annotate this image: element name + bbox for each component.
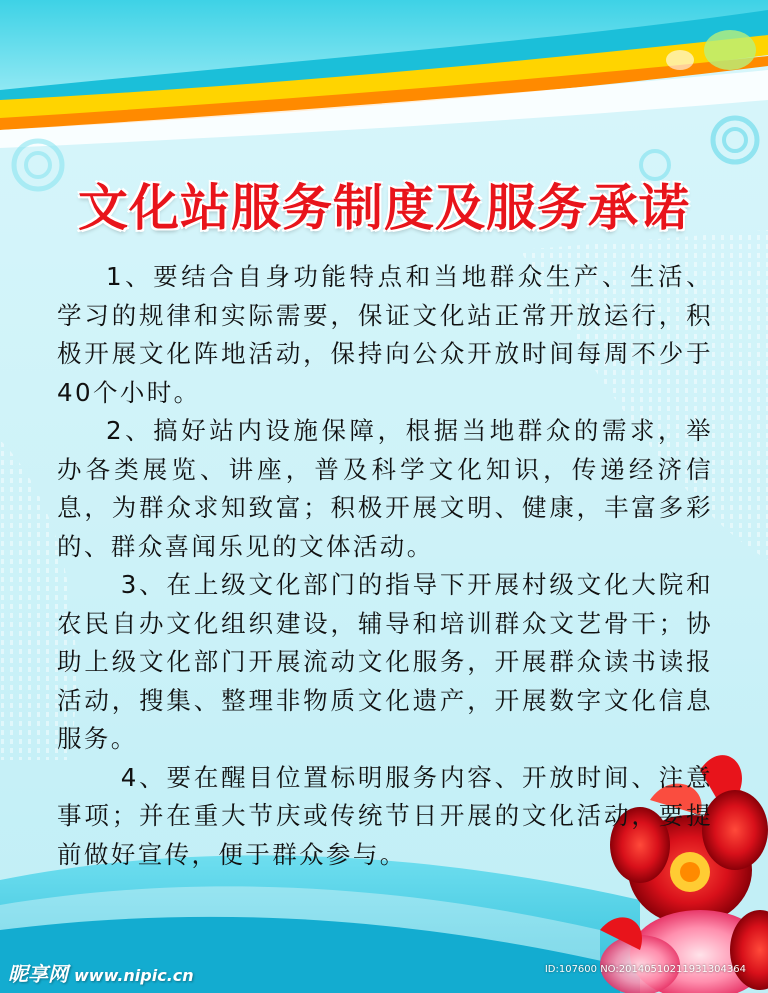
regulation-item-2: 2、搞好站内设施保障，根据当地群众的需求，举办各类展览、讲座，普及科学文化知识，传递经济信息，为群众求知致富；积极开展文明、健康，丰富多彩的、群众喜闻乐见的文体活动。 — [57, 416, 713, 561]
regulation-body — [57, 258, 713, 874]
watermark-site: www.nipic.cn — [74, 966, 194, 985]
watermark-id: ID:107600 NO:20140510211931304364 — [544, 964, 746, 975]
watermark-brand — [8, 958, 194, 987]
poster-title: 文化站服务制度及服务承诺 — [78, 179, 690, 237]
regulation-item-4: 4、要在醒目位置标明服务内容、开放时间、注意事项；并在重大节庆或传统节日开展的文化活动，要提前做好宣传，便于群众参与。 — [57, 762, 713, 869]
regulation-item-1: 1、要结合自身功能特点和当地群众生产、生活、学习的规律和实际需要，保证文化站正常开放运行，积极开展文化阵地活动，保持向公众开放时间每周不少于40个小时。 — [57, 262, 713, 407]
regulation-item-3: 3、在上级文化部门的指导下开展村级文化大院和农民自办文化组织建设，辅导和培训群众文艺骨干；协助上级文化部门开展流动文化服务，开展群众读书读报活动，搜集、整理非物质文化遗产，开展数字文化信息服务。 — [57, 570, 713, 753]
watermark-brand-name: 昵享网 — [8, 962, 68, 986]
